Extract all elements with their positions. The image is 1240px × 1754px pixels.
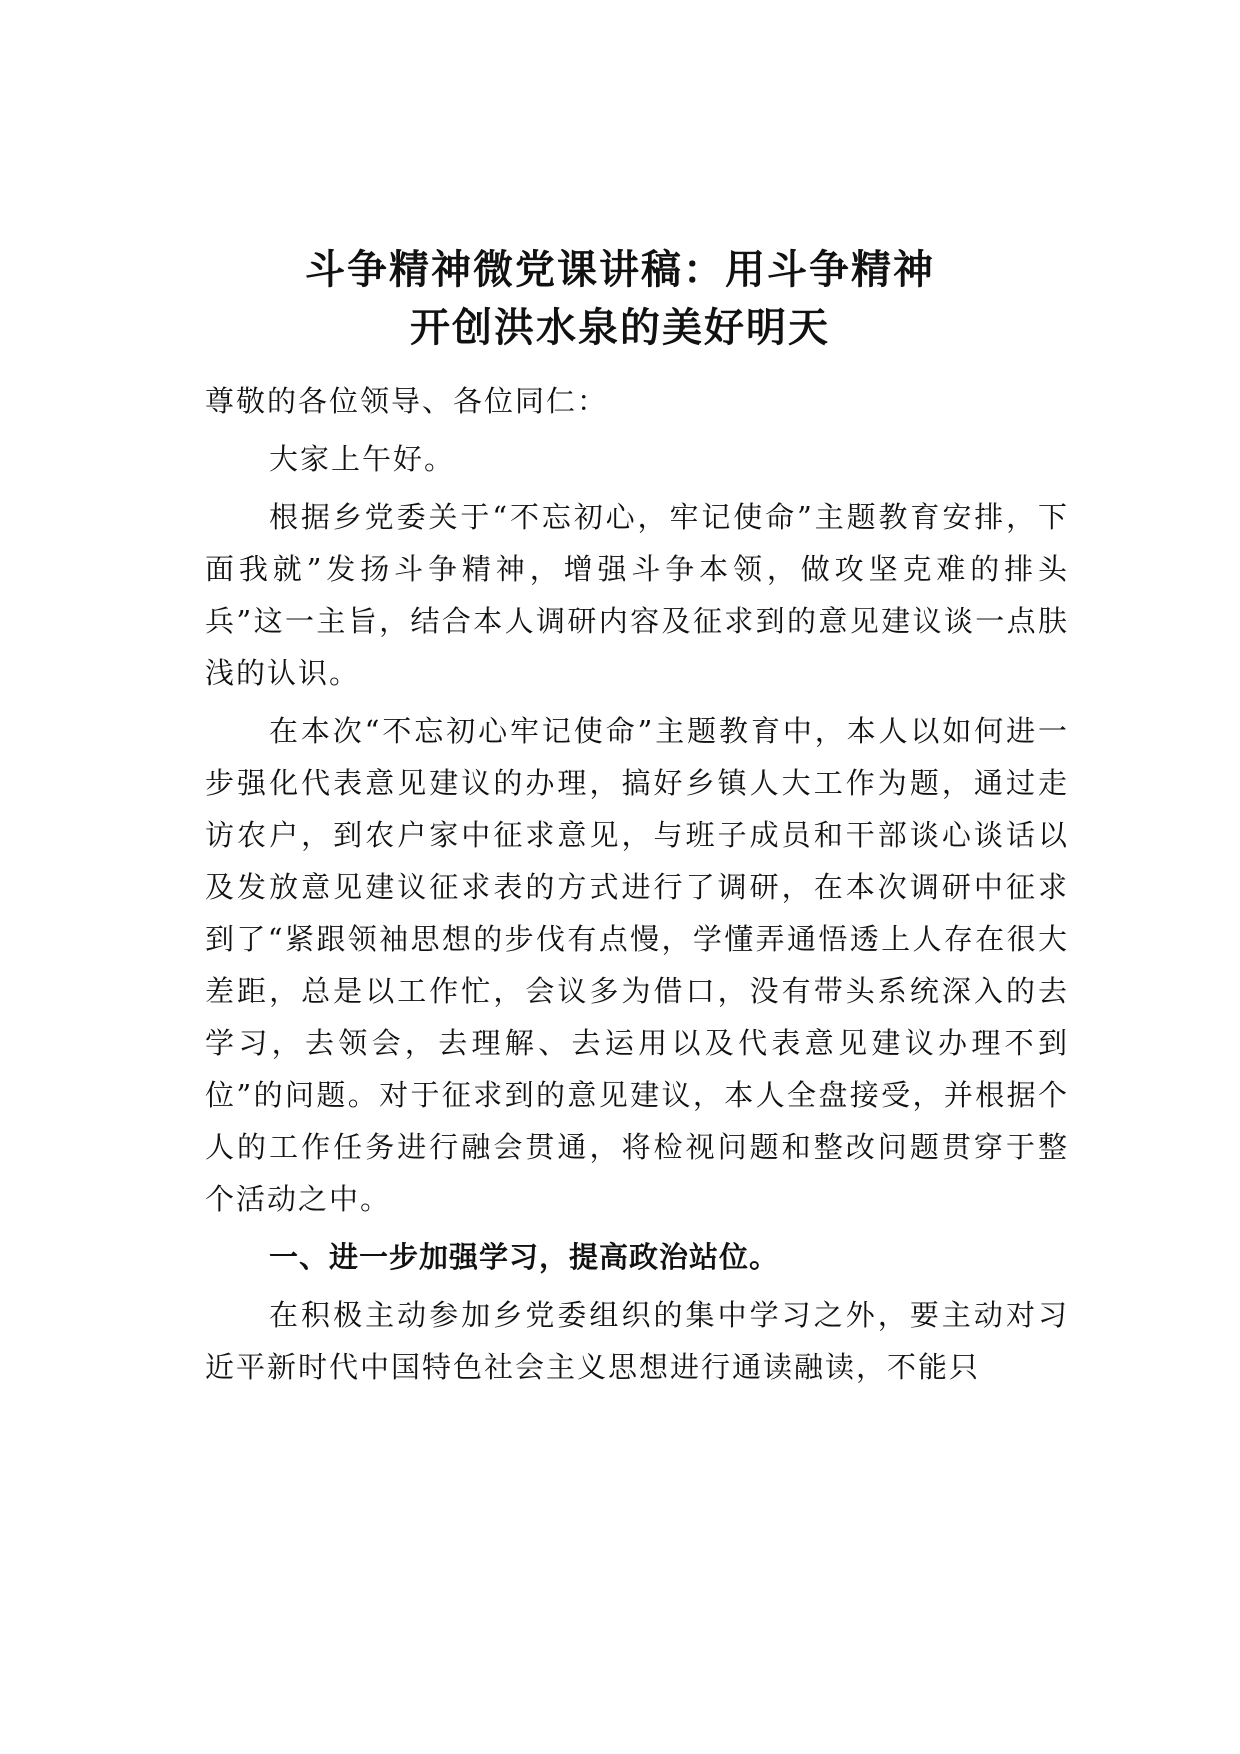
greeting: 大家上午好。 <box>269 442 456 476</box>
document-title <box>200 241 1040 357</box>
salutation: 尊敬的各位领导、各位同仁： <box>205 384 609 418</box>
title-line-2: 开创洪水泉的美好明天 <box>410 304 830 351</box>
title-line-1: 斗争精神微党课讲稿：用斗争精神 <box>305 246 935 293</box>
document-body <box>205 375 1069 1399</box>
paragraph-1: 根据乡党委关于“不忘初心，牢记使命”主题教育安排，下面我就”发扬斗争精神，增强斗争本领，做攻坚克难的排头兵”这一主旨，结合本人调研内容及征求到的意见建议谈一点肤浅的认识。 <box>205 500 1069 690</box>
paragraph-3: 在积极主动参加乡党委组织的集中学习之外，要主动对习近平新时代中国特色社会主义思想进行通读融读，不能只 <box>205 1298 1069 1384</box>
section-heading-1: 一、进一步加强学习，提高政治站位。 <box>269 1240 780 1274</box>
paragraph-2: 在本次“不忘初心牢记使命”主题教育中，本人以如何进一步强化代表意见建议的办理，搞好乡镇人大工作为题，通过走访农户，到农户家中征求意见，与班子成员和干部谈心谈话以及发放意见建议征求表的方式进行了调研，在本次调研中征求到了“紧跟领袖思想的步伐有点慢，学懂弄通悟透上人存在很大差距，总是以工作忙，会议多为借口，没有带头系统深入的去学习，去领会，去理解、去运用以及代表意见建议办理不到位”的问题。对于征求到的意见建议，本人全盘接受，并根据个人的工作任务进行融会贯通，将检视问题和整改问题贯穿于整个活动之中。 <box>205 714 1069 1216</box>
